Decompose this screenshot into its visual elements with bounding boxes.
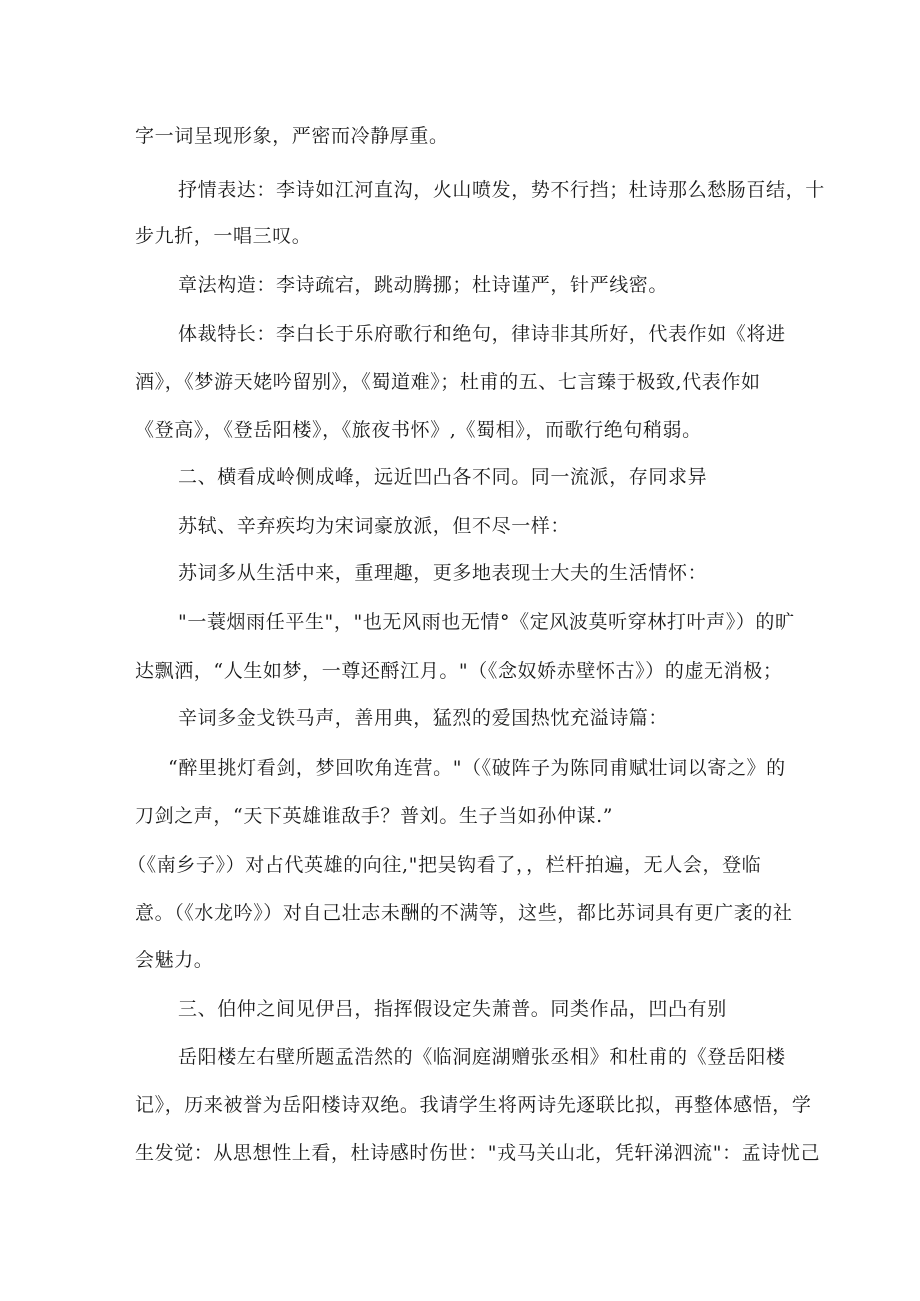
text-line: 《登高》，《登岳阳楼》，《旅夜书怀》,《蜀相》，而歌行绝句稍弱。: [135, 419, 702, 441]
text-line: 会魅力。: [135, 949, 214, 971]
text-line: 抒情表达：李诗如江河直沟，火山喷发，势不行挡；杜诗那么愁肠百结，十: [178, 179, 825, 201]
text-line: 记》，历来被誉为岳阳楼诗双绝。我请学生将两诗先逐联比拟，再整体感悟，学: [135, 1094, 812, 1116]
text-line: 刀剑之声，“天下英雄谁敌手？普刘。生子当如孙仲谋.”: [135, 805, 614, 827]
text-line: 意。（《水龙吟》）对自己壮志未酬的不满等，这些，都比苏词具有更广袤的社: [135, 902, 793, 924]
text-line: 字一词呈现形象，严密而冷静厚重。: [135, 125, 449, 147]
text-line: 体裁特长：李白长于乐府歌行和绝句，律诗非其所好，代表作如《将进: [178, 323, 786, 345]
text-line: 章法构造：李诗疏宕，跳动腾挪；杜诗谨严，针严线密。: [178, 274, 669, 296]
text-line: 三、伯仲之间见伊吕，指挥假设定失萧普。同类作品，凹凸有别: [178, 998, 727, 1020]
text-line: “醉里挑灯看剑，梦回吹角连营。"（《破阵子为陈同甫赋壮词以寄之》的: [168, 757, 786, 779]
text-line: 步九折，一唱三叹。: [135, 225, 312, 247]
text-line: "一蓑烟雨任平生"，"也无风雨也无情°《定风波莫听穿林打叶声》）的旷: [178, 611, 795, 633]
text-line: 苏轼、辛弃疾均为宋词豪放派，但不尽一样：: [178, 515, 571, 537]
text-line: 岳阳楼左右壁所题孟浩然的《临洞庭湖赠张丞相》和杜甫的《登岳阳楼: [178, 1046, 786, 1068]
text-line: 二、横看成岭侧成峰，远近凹凸各不同。同一流派，存同求异: [178, 466, 708, 488]
text-line: 生发觉：从思想性上看，杜诗感时伤世："戎马关山北，凭轩涕泗流"：孟诗忧己: [135, 1142, 821, 1164]
text-line: （《南乡子》）对占代英雄的向往,"把吴钩看了，，栏杆拍遍，无人会，登临: [127, 854, 762, 876]
text-line: 苏词多从生活中来，重理趣，更多地表现士大夫的生活情怀：: [178, 562, 708, 584]
text-line: 酒》，《梦游天姥吟留别》，《蜀道难》；杜甫的五、七言臻于极致,代表作如: [135, 371, 761, 393]
text-line: 辛词多金戈铁马声，善用典，猛烈的爱国热忱充溢诗篇：: [178, 707, 669, 729]
text-line: 达飘洒，“人生如梦，一尊还酹江月。"（《念奴娇赤壁怀古》）的虚无消极；: [135, 660, 783, 682]
